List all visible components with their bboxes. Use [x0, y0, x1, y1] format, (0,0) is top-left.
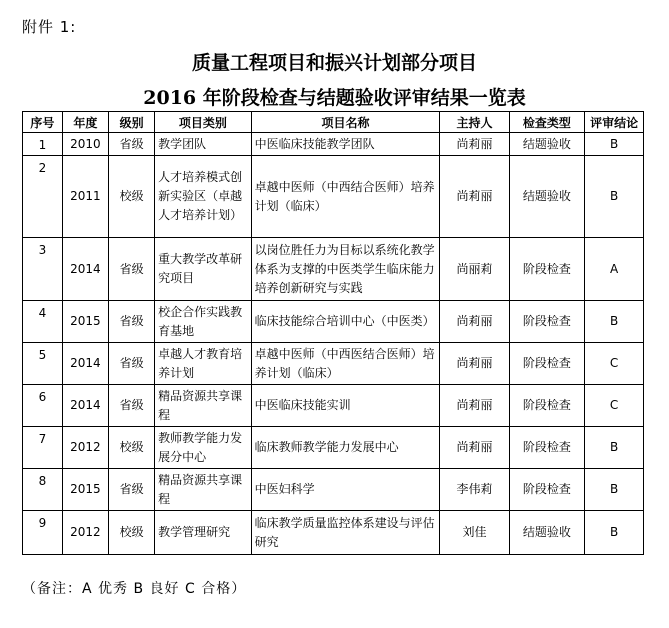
cell-seq: 3: [23, 238, 63, 301]
cell-host: 刘佳: [440, 511, 509, 555]
cell-project-name: 以岗位胜任力为目标以系统化教学体系为支撑的中医类学生临床能力培养创新研究与实践: [251, 238, 440, 301]
cell-seq: 9: [23, 511, 63, 555]
table-row: [23, 385, 644, 427]
header-category: 项目类别: [155, 112, 252, 133]
table-row: [23, 238, 644, 301]
cell-project-name: 中医临床技能教学团队: [251, 133, 440, 156]
cell-host: 尚莉丽: [440, 156, 509, 238]
cell-check-type: 结题验收: [509, 156, 585, 238]
cell-result: B: [585, 301, 644, 343]
header-project-name: 项目名称: [251, 112, 440, 133]
cell-year: 2012: [62, 427, 108, 469]
grade-legend-note: （备注：A 优秀 B 良好 C 合格）: [22, 581, 247, 597]
cell-year: 2014: [62, 238, 108, 301]
header-host: 主持人: [440, 112, 509, 133]
cell-seq: 6: [23, 385, 63, 427]
cell-level: 省级: [109, 133, 155, 156]
header-result: 评审结论: [585, 112, 644, 133]
cell-year: 2015: [62, 301, 108, 343]
cell-result: B: [585, 133, 644, 156]
cell-result: B: [585, 427, 644, 469]
cell-host: 李伟莉: [440, 469, 509, 511]
cell-seq: 8: [23, 469, 63, 511]
cell-check-type: 结题验收: [509, 133, 585, 156]
cell-result: C: [585, 385, 644, 427]
cell-category: 精品资源共享课程: [155, 469, 252, 511]
cell-year: 2014: [62, 343, 108, 385]
table-row: [23, 156, 644, 238]
cell-year: 2011: [62, 156, 108, 238]
cell-seq: 5: [23, 343, 63, 385]
cell-level: 省级: [109, 301, 155, 343]
cell-level: 省级: [109, 469, 155, 511]
cell-category: 精品资源共享课程: [155, 385, 252, 427]
cell-seq: 7: [23, 427, 63, 469]
cell-check-type: 阶段检查: [509, 238, 585, 301]
cell-project-name: 中医临床技能实训: [251, 385, 440, 427]
cell-level: 校级: [109, 156, 155, 238]
cell-check-type: 阶段检查: [509, 469, 585, 511]
cell-category: 卓越人才教育培养计划: [155, 343, 252, 385]
cell-check-type: 阶段检查: [509, 343, 585, 385]
cell-project-name: 卓越中医师（中西结合医师）培养计划（临床）: [251, 156, 440, 238]
cell-category: 校企合作实践教育基地: [155, 301, 252, 343]
document-title-line2: 2016 年阶段检查与结题验收评审结果一览表: [143, 87, 526, 109]
cell-seq: 1: [23, 133, 63, 156]
header-level: 级别: [109, 112, 155, 133]
cell-host: 尚莉丽: [440, 385, 509, 427]
cell-category: 教师教学能力发展分中心: [155, 427, 252, 469]
cell-project-name: 卓越中医师（中西医结合医师）培养计划（临床）: [251, 343, 440, 385]
cell-level: 校级: [109, 511, 155, 555]
table-row: [23, 133, 644, 156]
cell-level: 校级: [109, 427, 155, 469]
cell-category: 人才培养模式创新实验区（卓越人才培养计划）: [155, 156, 252, 238]
cell-year: 2010: [62, 133, 108, 156]
table-row: [23, 511, 644, 555]
header-check-type: 检查类型: [509, 112, 585, 133]
cell-project-name: 中医妇科学: [251, 469, 440, 511]
cell-host: 尚莉丽: [440, 301, 509, 343]
cell-project-name: 临床教学质量监控体系建设与评估研究: [251, 511, 440, 555]
cell-year: 2012: [62, 511, 108, 555]
cell-result: C: [585, 343, 644, 385]
cell-category: 教学管理研究: [155, 511, 252, 555]
attachment-label: 附件 1:: [22, 18, 77, 36]
cell-result: B: [585, 469, 644, 511]
table-header-row: [23, 112, 644, 133]
cell-result: B: [585, 156, 644, 238]
cell-project-name: 临床教师教学能力发展中心: [251, 427, 440, 469]
cell-check-type: 结题验收: [509, 511, 585, 555]
cell-level: 省级: [109, 238, 155, 301]
cell-seq: 4: [23, 301, 63, 343]
header-year: 年度: [62, 112, 108, 133]
header-seq: 序号: [23, 112, 63, 133]
document-title-line1: 质量工程项目和振兴计划部分项目: [191, 52, 477, 74]
cell-seq: 2: [23, 156, 63, 238]
cell-result: A: [585, 238, 644, 301]
cell-host: 尚丽莉: [440, 238, 509, 301]
table-row: [23, 469, 644, 511]
cell-project-name: 临床技能综合培训中心（中医类）: [251, 301, 440, 343]
cell-level: 省级: [109, 385, 155, 427]
cell-host: 尚莉丽: [440, 343, 509, 385]
cell-check-type: 阶段检查: [509, 301, 585, 343]
cell-check-type: 阶段检查: [509, 427, 585, 469]
cell-category: 重大教学改革研究项目: [155, 238, 252, 301]
cell-category: 教学团队: [155, 133, 252, 156]
cell-result: B: [585, 511, 644, 555]
cell-check-type: 阶段检查: [509, 385, 585, 427]
cell-host: 尚莉丽: [440, 133, 509, 156]
cell-level: 省级: [109, 343, 155, 385]
cell-host: 尚莉丽: [440, 427, 509, 469]
table-row: [23, 427, 644, 469]
table-row: [23, 301, 644, 343]
cell-year: 2014: [62, 385, 108, 427]
results-table: [22, 111, 644, 555]
table-row: [23, 343, 644, 385]
cell-year: 2015: [62, 469, 108, 511]
